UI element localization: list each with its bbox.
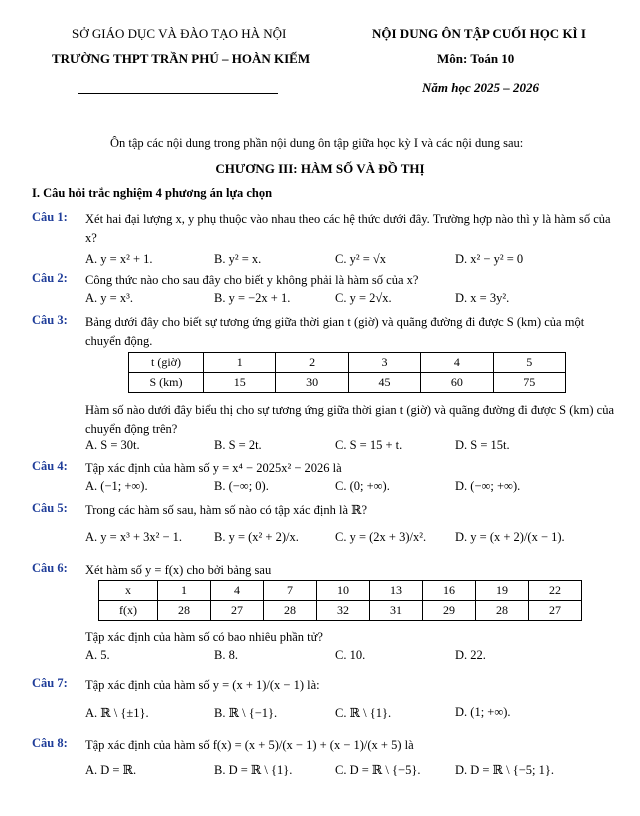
question-3-label: Câu 3:	[32, 313, 68, 327]
table-cell: 3	[348, 353, 420, 373]
q7-option-c[interactable]: C. ℝ \ {1}.	[335, 706, 392, 720]
q5-option-c[interactable]: C. y = (2x + 3)/x².	[335, 530, 427, 544]
question-7-label: Câu 7:	[32, 676, 68, 690]
question-6-text: Xét hàm số y = f(x) cho bởi bảng sau	[85, 563, 272, 577]
table-cell: f(x)	[99, 601, 158, 621]
question-5-label: Câu 5:	[32, 501, 68, 515]
table-cell: 29	[423, 601, 476, 621]
q7-option-a[interactable]: A. ℝ \ {±1}.	[85, 706, 149, 720]
table-cell: 16	[423, 581, 476, 601]
table-cell: t (giờ)	[129, 353, 204, 373]
table-cell: 1	[158, 581, 211, 601]
intro-text: Ôn tập các nội dung trong phần nội dung ôn tập giữa học kỳ I và các nội dung sau:	[110, 136, 524, 150]
table-cell: 10	[317, 581, 370, 601]
subject: Môn: Toán 10	[437, 51, 515, 66]
question-3-text: Bảng dưới đây cho biết sự tương ứng giữa thời gian t (giờ) và quãng đường đi được S (km) của một chuyển động.	[85, 315, 585, 348]
header-divider	[78, 93, 278, 94]
table-cell: 15	[204, 373, 276, 393]
table-cell: 28	[158, 601, 211, 621]
question-4-text: Tập xác định của hàm số y = x⁴ − 2025x² − 2026 là	[85, 461, 342, 475]
table-cell: 4	[211, 581, 264, 601]
q1-option-c[interactable]: C. y² = √x	[335, 252, 386, 266]
q4-option-a[interactable]: A. (−1; +∞).	[85, 479, 148, 493]
q8-option-c[interactable]: C. D = ℝ \ {−5}.	[335, 763, 421, 777]
question-6-label: Câu 6:	[32, 561, 68, 575]
q7-option-b[interactable]: B. ℝ \ {−1}.	[214, 706, 278, 720]
question-1-text: Xét hai đại lượng x, y phụ thuộc vào nhau theo các hệ thức dưới đây. Trường hợp nào thì y là hàm số của x?	[85, 212, 611, 245]
table-row	[129, 373, 566, 393]
table-cell: 45	[348, 373, 420, 393]
question-1-label: Câu 1:	[32, 210, 68, 224]
table-cell: 75	[493, 373, 565, 393]
question-8-text: Tập xác định của hàm số f(x) = (x + 5)/(x − 1) + (x − 1)/(x + 5) là	[85, 738, 414, 752]
q3-option-d[interactable]: D. S = 15t.	[455, 438, 510, 452]
q5-option-d[interactable]: D. y = (x + 2)/(x − 1).	[455, 530, 565, 544]
q7-option-d[interactable]: D. (1; +∞).	[455, 705, 511, 719]
question-6-table	[98, 580, 582, 621]
table-row	[99, 581, 582, 601]
question-4-label: Câu 4:	[32, 459, 68, 473]
question-3-text-2: Hàm số nào dưới đây biểu thị cho sự tương ứng giữa thời gian t (giờ) và quãng đường đi được S (km) của chuyển động trên?	[85, 403, 615, 436]
q2-option-b[interactable]: B. y = −2x + 1.	[214, 291, 291, 305]
table-cell: 32	[317, 601, 370, 621]
table-cell: x	[99, 581, 158, 601]
table-cell: 4	[421, 353, 493, 373]
table-row	[99, 601, 582, 621]
q1-option-d[interactable]: D. x² − y² = 0	[455, 252, 524, 266]
question-6-text-2: Tập xác định của hàm số có bao nhiêu phần tử?	[85, 630, 323, 644]
q1-option-a[interactable]: A. y = x² + 1.	[85, 252, 153, 266]
q4-option-d[interactable]: D. (−∞; +∞).	[455, 479, 521, 493]
header-dept: SỞ GIÁO DỤC VÀ ĐÀO TẠO HÀ NỘI	[72, 26, 287, 41]
table-row	[129, 353, 566, 373]
q5-option-b[interactable]: B. y = (x² + 2)/x.	[214, 530, 299, 544]
question-2-text: Công thức nào cho sau đây cho biết y không phải là hàm số của x?	[85, 273, 419, 287]
table-cell: 31	[370, 601, 423, 621]
school-year: Năm học 2025 – 2026	[422, 80, 539, 95]
q8-option-a[interactable]: A. D = ℝ.	[85, 763, 137, 777]
doc-title: NỘI DUNG ÔN TẬP CUỐI HỌC KÌ I	[372, 26, 586, 41]
table-cell: 27	[211, 601, 264, 621]
q1-option-b[interactable]: B. y² = x.	[214, 252, 262, 266]
q2-option-d[interactable]: D. x = 3y².	[455, 291, 510, 305]
q3-option-c[interactable]: C. S = 15 + t.	[335, 438, 403, 452]
q4-option-c[interactable]: C. (0; +∞).	[335, 479, 390, 493]
q8-option-b[interactable]: B. D = ℝ \ {1}.	[214, 763, 293, 777]
table-cell: 28	[476, 601, 529, 621]
question-3-table	[128, 352, 566, 393]
table-cell: 27	[529, 601, 582, 621]
table-cell: 19	[476, 581, 529, 601]
q5-option-a[interactable]: A. y = x³ + 3x² − 1.	[85, 530, 183, 544]
table-cell: 1	[204, 353, 276, 373]
q6-option-d[interactable]: D. 22.	[455, 648, 486, 662]
q3-option-b[interactable]: B. S = 2t.	[214, 438, 262, 452]
q6-option-b[interactable]: B. 8.	[214, 648, 238, 662]
table-cell: 13	[370, 581, 423, 601]
q3-option-a[interactable]: A. S = 30t.	[85, 438, 140, 452]
q2-option-c[interactable]: C. y = 2√x.	[335, 291, 392, 305]
header-school: TRƯỜNG THPT TRẦN PHÚ – HOÀN KIẾM	[52, 51, 311, 66]
question-7-text: Tập xác định của hàm số y = (x + 1)/(x − 1) là:	[85, 678, 320, 692]
q4-option-b[interactable]: B. (−∞; 0).	[214, 479, 269, 493]
chapter-title: CHƯƠNG III: HÀM SỐ VÀ ĐỒ THỊ	[215, 161, 425, 176]
q6-option-a[interactable]: A. 5.	[85, 648, 110, 662]
table-cell: 22	[529, 581, 582, 601]
table-cell: S (km)	[129, 373, 204, 393]
question-2-label: Câu 2:	[32, 271, 68, 285]
table-cell: 2	[276, 353, 348, 373]
table-cell: 28	[264, 601, 317, 621]
table-cell: 5	[493, 353, 565, 373]
q2-option-a[interactable]: A. y = x³.	[85, 291, 133, 305]
table-cell: 7	[264, 581, 317, 601]
q8-option-d[interactable]: D. D = ℝ \ {−5; 1}.	[455, 763, 554, 777]
question-5-text: Trong các hàm số sau, hàm số nào có tập xác định là ℝ?	[85, 503, 368, 517]
question-8-label: Câu 8:	[32, 736, 68, 750]
table-cell: 60	[421, 373, 493, 393]
section-title: I. Câu hỏi trắc nghiệm 4 phương án lựa chọn	[32, 186, 273, 200]
q6-option-c[interactable]: C. 10.	[335, 648, 366, 662]
table-cell: 30	[276, 373, 348, 393]
